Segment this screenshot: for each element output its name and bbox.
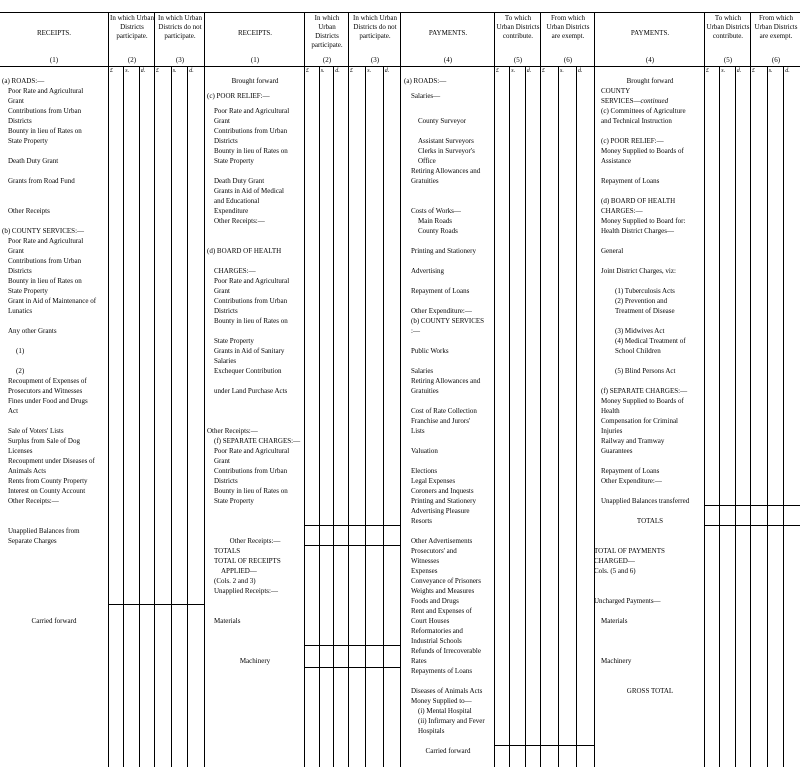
col1-line-26: Sale of Voters' Lists — [8, 427, 64, 435]
unit-unit_d-3: d. — [384, 68, 390, 74]
col1-line-13: Contributions from Urban — [8, 257, 82, 265]
col3-line-3: Grant — [214, 117, 230, 125]
col3-line-15: Poor Rate and Agricultural — [214, 277, 290, 285]
col7-line-11: Money Supplied to Board for: — [601, 217, 686, 225]
col1-line-23: Prosecutors and Witnesses — [8, 387, 83, 395]
unit-unit_d-7: d. — [785, 68, 790, 74]
col3-line-28: Grant — [214, 457, 230, 465]
col5-line-4: Clerks in Surveyor's — [418, 147, 475, 155]
col5-line-14: Other Expenditure:— — [411, 307, 472, 315]
col1-line-17: Grant in Aid of Maintenance of — [8, 297, 97, 305]
col3-line-35: TOTAL OF RECEIPTS — [214, 557, 281, 565]
col1-line-14: Districts — [8, 267, 32, 275]
header-payments-2: PAYMENTS. — [630, 29, 670, 37]
col3-line-19: Bounty in lieu of Rates on — [214, 317, 288, 325]
col1-line-15: Bounty in lieu of Rates on — [8, 277, 82, 285]
col5-line-28: Printing and Stationery — [411, 497, 476, 505]
col3-line-34: TOTALS — [214, 547, 241, 555]
col5-line-47: (i) Mental Hospital — [418, 707, 472, 715]
col1-line-25: Act — [8, 407, 19, 415]
colnum-5a: (5) — [513, 56, 523, 64]
col3-line-38: Unapplied Receipts:— — [214, 587, 278, 595]
total-rule-2 — [304, 545, 400, 546]
colnum-4b: (4) — [645, 56, 655, 64]
colnum-1a: (1) — [49, 56, 59, 64]
unit-unit_s-6: s. — [721, 68, 726, 74]
money-subrule-3-1 — [365, 66, 366, 767]
money-subrule-4-2 — [525, 66, 526, 767]
top-rule — [0, 12, 800, 13]
colnum-3a: (3) — [175, 56, 185, 64]
col3-line-39: Materials — [214, 617, 241, 625]
money-subrule-7-1 — [767, 66, 768, 767]
header-urban-not-participate-2: In which Urban Districts do not participate. — [353, 14, 397, 40]
money-subrule-5-1 — [558, 66, 559, 767]
total-rule-1 — [304, 525, 400, 526]
col1-line-32: Interest on County Account — [8, 487, 86, 495]
col5-line-42: Refunds of Irrecoverable — [411, 647, 481, 655]
col3-line-16: Grant — [214, 287, 230, 295]
col5-line-1: Salaries— — [411, 92, 441, 100]
col1-line-5: Bounty in lieu of Rates on — [8, 127, 82, 135]
col1-line-8: Grants from Road Fund — [8, 177, 75, 185]
col7-line-36: Uncharged Payments— — [594, 597, 661, 605]
unit-unit_d-6: d. — [736, 68, 742, 74]
col1-line-7: Death Duty Grant — [8, 157, 59, 165]
col5-line-43: Rates — [411, 657, 427, 665]
col7-line-32: TOTALS — [636, 517, 664, 525]
col3-line-20: State Property — [214, 337, 254, 345]
col1-line-19: Any other Grants — [8, 327, 57, 335]
col1-line-2: Grant — [8, 97, 24, 105]
unit-unit_d-1: d. — [189, 68, 194, 74]
unit-unit_l-0: £ — [110, 68, 113, 74]
unit-unit_l-2: £ — [306, 68, 309, 74]
col7-line-9: (d) BOARD OF HEALTH — [601, 197, 676, 205]
col5-line-18: Salaries — [411, 367, 434, 375]
col7-line-20: School Children — [615, 347, 661, 355]
col3-line-37: (Cols. 2 and 3) — [214, 577, 256, 585]
col1-line-11: Poor Rate and Agricultural — [8, 237, 84, 245]
col5-line-20: Gratuities — [411, 387, 439, 395]
money-subrule-7-2 — [783, 66, 784, 767]
col7-line-21: (5) Blind Persons Act — [615, 367, 676, 375]
col3-line-26: (f) SEPARATE CHARGES:— — [214, 437, 301, 445]
col5-line-44: Repayments of Loans — [411, 667, 473, 675]
col1-line-18: Lunatics — [8, 307, 33, 315]
col5-line-31: Other Advertisements — [411, 537, 473, 545]
unit-unit_d-0: d. — [140, 68, 146, 74]
colnum-3b: (3) — [370, 56, 380, 64]
col7-line-30: Other Expenditure:— — [601, 477, 662, 485]
header-receipts-2: RECEIPTS. — [237, 29, 273, 37]
col5-line-21: Cost of Rate Collection — [411, 407, 477, 415]
header-urban-not-participate-1: In which Urban Districts do not participate. — [158, 14, 202, 40]
column-rule-4 — [348, 12, 349, 767]
col3-line-5: Districts — [214, 137, 238, 145]
col1-line-10: (b) COUNTY SERVICES:— — [2, 227, 85, 235]
header-urban-participate-2: In which Urban Districts participate. — [311, 14, 343, 49]
col7-line-25: Compensation for Criminal — [601, 417, 678, 425]
col5-line-7: Gratuities — [411, 177, 439, 185]
col1-line-35: Separate Charges — [8, 537, 57, 545]
col3-line-18: Districts — [214, 307, 238, 315]
money-subrule-4-1 — [509, 66, 510, 767]
col7-line-27: Railway and Tramway — [601, 437, 665, 445]
money-subrule-0-2 — [139, 66, 140, 767]
col5-line-46: Money Supplied to— — [411, 697, 472, 705]
col1-line-31: Rents from County Property — [8, 477, 88, 485]
col3-line-29: Contributions from Urban — [214, 467, 288, 475]
col1-line-30: Animals Acts — [8, 467, 46, 475]
col3-line-2: Poor Rate and Agricultural — [214, 107, 290, 115]
col1-line-27: Surplus from Sale of Dog — [8, 437, 80, 445]
col7-line-10: CHARGES:— — [601, 207, 643, 215]
total-rule-4 — [304, 667, 400, 668]
col7-line-18: (3) Midwives Act — [615, 327, 665, 335]
col5-line-9: Main Roads — [418, 217, 453, 225]
col1-line-22: Recoupment of Expenses of — [8, 377, 87, 385]
unit-unit_l-7: £ — [752, 68, 755, 74]
col3-line-14: CHARGES:— — [214, 267, 256, 275]
col3-line-31: Bounty in lieu of Rates on — [214, 487, 288, 495]
unit-unit_s-4: s. — [511, 68, 516, 74]
column-rule-6 — [494, 12, 495, 767]
col7-line-13: General — [601, 247, 624, 255]
col1-line-12: Grant — [8, 247, 24, 255]
col7-line-8: Repayment of Loans — [601, 177, 660, 185]
colnum-1b: (1) — [250, 56, 260, 64]
col7-line-22: (f) SEPARATE CHARGES:— — [601, 387, 688, 395]
col3-line-11: Expenditure — [214, 207, 249, 215]
col3-line-8: Death Duty Grant — [214, 177, 265, 185]
col5-line-33: Witnesses — [411, 557, 440, 565]
unit-unit_l-1: £ — [156, 68, 159, 74]
col7-line-29: Repayment of Loans — [601, 467, 660, 475]
money-subrule-3-2 — [383, 66, 384, 767]
col5-line-3: Assistant Surveyors — [418, 137, 474, 145]
total-rule-3 — [304, 645, 400, 646]
col5-line-19: Retiring Allowances and — [411, 377, 481, 385]
col5-line-39: Court Houses — [411, 617, 450, 625]
col7-line-2: SERVICES—continued — [601, 97, 669, 105]
col1-line-20: (1) — [16, 347, 25, 355]
colnum-6a: (6) — [563, 56, 573, 64]
money-subrule-2-1 — [319, 66, 320, 767]
column-rule-1 — [154, 12, 155, 767]
col5-line-2: County Surveyor — [418, 117, 467, 125]
money-subrule-5-2 — [576, 66, 577, 767]
col5-line-27: Coroners and Inquests — [411, 487, 474, 495]
header-urban-exempt-1: From which Urban Districts are exempt. — [546, 14, 590, 40]
col7-line-3: (c) Committees of Agriculture — [601, 107, 686, 115]
col1-line-28: Licenses — [8, 447, 33, 455]
col7-line-26: Injuries — [601, 427, 623, 435]
col5-line-30: Resorts — [411, 517, 432, 525]
colnum-4a: (4) — [443, 56, 453, 64]
col5-line-10: County Roads — [418, 227, 458, 235]
unit-unit_l-5: £ — [542, 68, 545, 74]
col1-line-24: Fines under Food and Drugs — [8, 397, 88, 405]
unit-unit_l-3: £ — [350, 68, 353, 74]
col7-line-7: Assistance — [601, 157, 631, 165]
col7-line-34: CHARGED— — [594, 557, 635, 565]
total-rule-6 — [704, 505, 800, 506]
column-rule-3 — [304, 12, 305, 767]
column-rule-0 — [108, 12, 109, 767]
col3-line-22: Salaries — [214, 357, 237, 365]
col7-line-4: and Technical Instruction — [601, 117, 672, 125]
col5-line-11: Printing and Stationery — [411, 247, 476, 255]
col3-line-24: under Land Purchase Acts — [214, 387, 288, 395]
col7-line-38: Machinery — [601, 657, 632, 665]
col5-line-12: Advertising — [411, 267, 445, 275]
money-subrule-6-2 — [735, 66, 736, 767]
col5-line-48: (ii) Infirmary and Fever — [418, 717, 485, 725]
col7-line-28: Guarantees — [601, 447, 633, 455]
money-subrule-6-1 — [719, 66, 720, 767]
col3-line-12: Other Receipts:— — [214, 217, 265, 225]
col1-line-16: State Property — [8, 287, 48, 295]
unit-unit_s-2: s. — [320, 68, 325, 74]
money-subrule-0-1 — [123, 66, 124, 767]
column-rule-7 — [540, 12, 541, 767]
column-rule-8 — [594, 12, 595, 767]
col5-line-8: Costs of Works— — [411, 207, 461, 215]
col5-line-41: Industrial Schools — [411, 637, 462, 645]
unit-unit_d-5: d. — [578, 68, 583, 74]
col3-line-17: Contributions from Urban — [214, 297, 288, 305]
col7-line-17: Treatment of Disease — [615, 307, 675, 315]
col3-line-25: Other Receipts:— — [207, 427, 258, 435]
col3-line-10: and Educational — [214, 197, 260, 205]
unit-unit_s-3: s. — [367, 68, 372, 74]
col5-line-25: Elections — [411, 467, 438, 475]
column-rule-2 — [204, 12, 205, 767]
col7-line-19: (4) Medical Treatment of — [615, 337, 686, 345]
col5-line-23: Lists — [411, 427, 425, 435]
col5-line-0: (a) ROADS:— — [404, 77, 447, 85]
money-subrule-1-2 — [187, 66, 188, 767]
colnum-2a: (2) — [127, 56, 137, 64]
col3-line-6: Bounty in lieu of Rates on — [214, 147, 288, 155]
col1-line-33: Other Receipts:— — [8, 497, 59, 505]
col5-line-49: Hospitals — [418, 727, 445, 735]
col5-line-35: Conveyance of Prisoners — [411, 577, 481, 585]
col3-line-4: Contributions from Urban — [214, 127, 288, 135]
col3-line-27: Poor Rate and Agricultural — [214, 447, 290, 455]
col3-line-32: State Property — [214, 497, 254, 505]
col7-line-24: Health — [601, 407, 620, 415]
col1-line-36: Carried forward — [31, 617, 77, 625]
money-subrule-1-1 — [171, 66, 172, 767]
colnum-5b: (5) — [723, 56, 733, 64]
col5-line-26: Legal Expenses — [411, 477, 456, 485]
col5-line-40: Reformatories and — [411, 627, 463, 635]
col1-line-9: Other Receipts — [8, 207, 50, 215]
col5-line-37: Foods and Drugs — [411, 597, 459, 605]
col3-line-40: Machinery — [239, 657, 271, 665]
col7-line-14: Joint District Charges, viz: — [601, 267, 676, 275]
unit-unit_d-2: d. — [335, 68, 340, 74]
total-rule-5 — [494, 745, 594, 746]
col7-line-12: Health District Charges— — [601, 227, 674, 235]
col1-line-4: Districts — [8, 117, 32, 125]
col7-line-5: (c) POOR RELIEF:— — [601, 137, 664, 145]
col5-line-32: Prosecutors' and — [411, 547, 457, 555]
colnum-6b: (6) — [771, 56, 781, 64]
col5-line-24: Valuation — [411, 447, 438, 455]
col7-line-31: Unapplied Balances transferred — [601, 497, 690, 505]
total-rule-0 — [108, 604, 204, 605]
col3-line-7: State Property — [214, 157, 254, 165]
header-urban-contribute-1: To which Urban Districts contribute. — [496, 14, 540, 40]
header-receipts-1: RECEIPTS. — [36, 29, 72, 37]
col1-line-29: Recoupment under Diseases of — [8, 457, 95, 465]
col3-line-30: Districts — [214, 477, 238, 485]
colnum-2b: (2) — [322, 56, 332, 64]
col7-line-23: Money Supplied to Boards of — [601, 397, 684, 405]
total-rule-7 — [704, 525, 800, 526]
col7-line-37: Materials — [601, 617, 628, 625]
col1-line-3: Contributions from Urban — [8, 107, 82, 115]
unit-unit_d-4: d. — [526, 68, 532, 74]
col3-line-0: Brought forward — [231, 77, 279, 85]
column-rule-10 — [750, 12, 751, 767]
col7-line-33: TOTAL OF PAYMENTS — [594, 547, 665, 555]
col1-line-6: State Property — [8, 137, 48, 145]
col5-line-16: :— — [411, 327, 420, 335]
col1-line-21: (2) — [16, 367, 25, 375]
column-rule-5 — [400, 12, 401, 767]
col3-line-21: Grants in Aid of Sanitary — [214, 347, 285, 355]
col1-line-34: Unapplied Balances from — [8, 527, 80, 535]
col7-line-39: GROSS TOTAL — [626, 687, 674, 695]
col5-line-50: Carried forward — [425, 747, 471, 755]
col5-line-38: Rent and Expenses of — [411, 607, 472, 615]
unit-unit_s-0: s. — [125, 68, 130, 74]
col5-line-5: Office — [418, 157, 436, 165]
col5-line-45: Diseases of Animals Acts — [411, 687, 483, 695]
col3-line-36: APPLIED— — [221, 567, 257, 575]
col7-line-15: (1) Tuberculosis Acts — [615, 287, 675, 295]
col5-line-15: (b) COUNTY SERVICES — [411, 317, 485, 325]
col5-line-13: Repayment of Loans — [411, 287, 470, 295]
header-payments-1: PAYMENTS. — [428, 29, 468, 37]
unit-unit_l-4: £ — [496, 68, 499, 74]
col7-line-16: (2) Prevention and — [615, 297, 668, 305]
col5-line-29: Advertising Pleasure — [411, 507, 470, 515]
col5-line-36: Weights and Measures — [411, 587, 475, 595]
money-subrule-2-2 — [333, 66, 334, 767]
col7-line-6: Money Supplied to Boards of — [601, 147, 684, 155]
col3-line-13: (d) BOARD OF HEALTH — [207, 247, 282, 255]
col5-line-22: Franchise and Jurors' — [411, 417, 471, 425]
unit-unit_s-5: s. — [560, 68, 564, 74]
header-urban-participate-1: In which Urban Districts participate. — [110, 14, 154, 40]
col7-line-0: Brought forward — [626, 77, 674, 85]
column-rule-9 — [704, 12, 705, 767]
col5-line-6: Retiring Allowances and — [411, 167, 481, 175]
col3-line-33: Other Receipts:— — [229, 537, 281, 545]
col3-line-9: Grants in Aid of Medical — [214, 187, 284, 195]
unit-unit_s-1: s. — [172, 68, 177, 74]
col5-line-34: Expenses — [411, 567, 438, 575]
col5-line-17: Public Works — [411, 347, 449, 355]
header-urban-contribute-2: To which Urban Districts contribute. — [706, 14, 750, 40]
col3-line-1: (c) POOR RELIEF:— — [207, 92, 270, 100]
col1-line-0: (a) ROADS:— — [2, 77, 45, 85]
unit-unit_l-6: £ — [706, 68, 709, 74]
col3-line-23: Exchequer Contribution — [214, 367, 282, 375]
col7-line-35: Cols. (5 and 6) — [594, 567, 636, 575]
col1-line-1: Poor Rate and Agricultural — [8, 87, 84, 95]
header-urban-exempt-2: From which Urban Districts are exempt. — [754, 14, 798, 40]
col7-line-1: COUNTY — [601, 87, 631, 95]
header-rule — [0, 66, 800, 67]
unit-unit_s-7: s. — [768, 68, 773, 74]
